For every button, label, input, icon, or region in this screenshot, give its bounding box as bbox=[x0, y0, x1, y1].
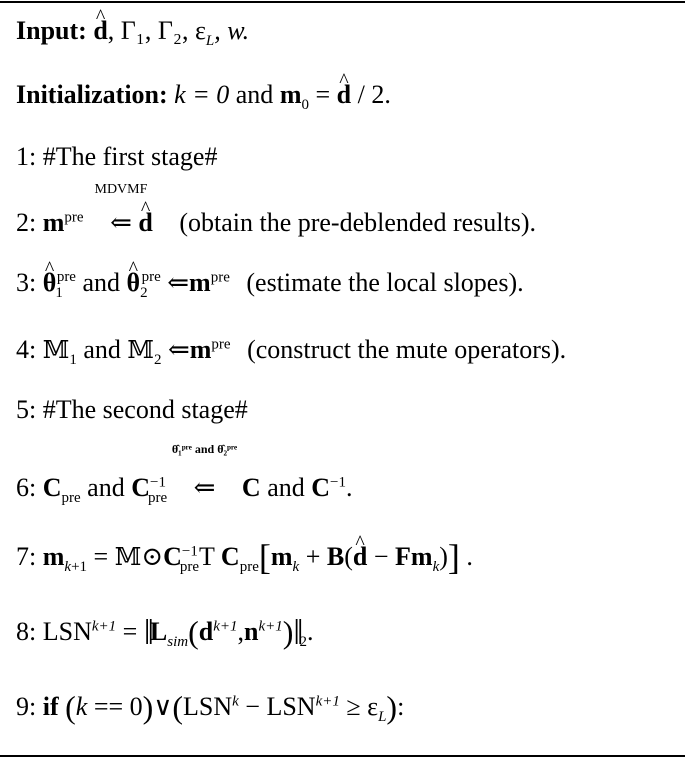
step-4: 4: 𝕄$_1$ and 𝕄$_2$ $⇐m^{pre}$ (construct the mute operators). bbox=[16, 335, 567, 369]
input-label: Input: bbox=[16, 16, 87, 45]
step-5: 5: #The second stage# bbox=[16, 395, 248, 424]
input-tail: , w. bbox=[214, 16, 250, 45]
step-3-comment: (estimate the local slopes). bbox=[246, 268, 524, 297]
init-and: and bbox=[235, 80, 274, 109]
step-2-comment: (obtain the pre-deblended results). bbox=[179, 208, 536, 237]
step-3: 3: ^ $\theta_1^{pre}$ and ^ $\theta_2^{pre}$ $⇐m^{pre}$ (estimate the local slopes). bbox=[16, 266, 524, 300]
mdvmf-arrow: MDVMF ⇐ bbox=[94, 182, 148, 237]
bottom-rule bbox=[0, 755, 685, 757]
step-1: 1: #The first stage# bbox=[16, 142, 218, 171]
init-label: Initialization: bbox=[16, 80, 168, 109]
step-9: 9: if $(k == 0)\vee(LSN^k - LSN^{k+1} \ge \varepsilon_L)$: bbox=[16, 689, 405, 726]
theta-arrow: θ̂₁ᵖʳᵉ and θ̂₂ᵖʳᵉ ⇐ bbox=[171, 442, 238, 502]
step-2: 2: $m^{pre}$ MDVMF ⇐ ^ d (obtain the pre-deblended results). bbox=[16, 206, 536, 240]
initialization-line: Initialization: k = 0 and $m_0$ = ^ d / 2. bbox=[16, 78, 391, 112]
step-6: 6: $C_{pre}$ and $C^{-1}_{pre}$ θ̂₁ᵖʳᵉ and θ̂₂ᵖʳᵉ ⇐ C and $C^{-1}$. bbox=[16, 442, 353, 507]
input-vars: , Γ₁, Γ₂, ε bbox=[107, 16, 206, 45]
step-7: 7: $m_{k+1}$ = $𝕄⊙C^{-1}_{pre}T$ $C_{pre}[m_k$ + B(^ $d - Fm_k$)] . bbox=[16, 540, 473, 574]
step-4-comment: (construct the mute operators). bbox=[247, 335, 567, 364]
init-k: k = 0 bbox=[174, 80, 230, 109]
input-line: Input: ^ d, Γ₁, Γ₂, $\varepsilon_L$, w. bbox=[16, 14, 249, 48]
step-8: 8: $LSN^{k+1}$ = $‖L_{sim}(d^{k+1},n^{k+1})‖_2$. bbox=[16, 612, 314, 652]
d-hat: ^ d bbox=[93, 14, 107, 48]
